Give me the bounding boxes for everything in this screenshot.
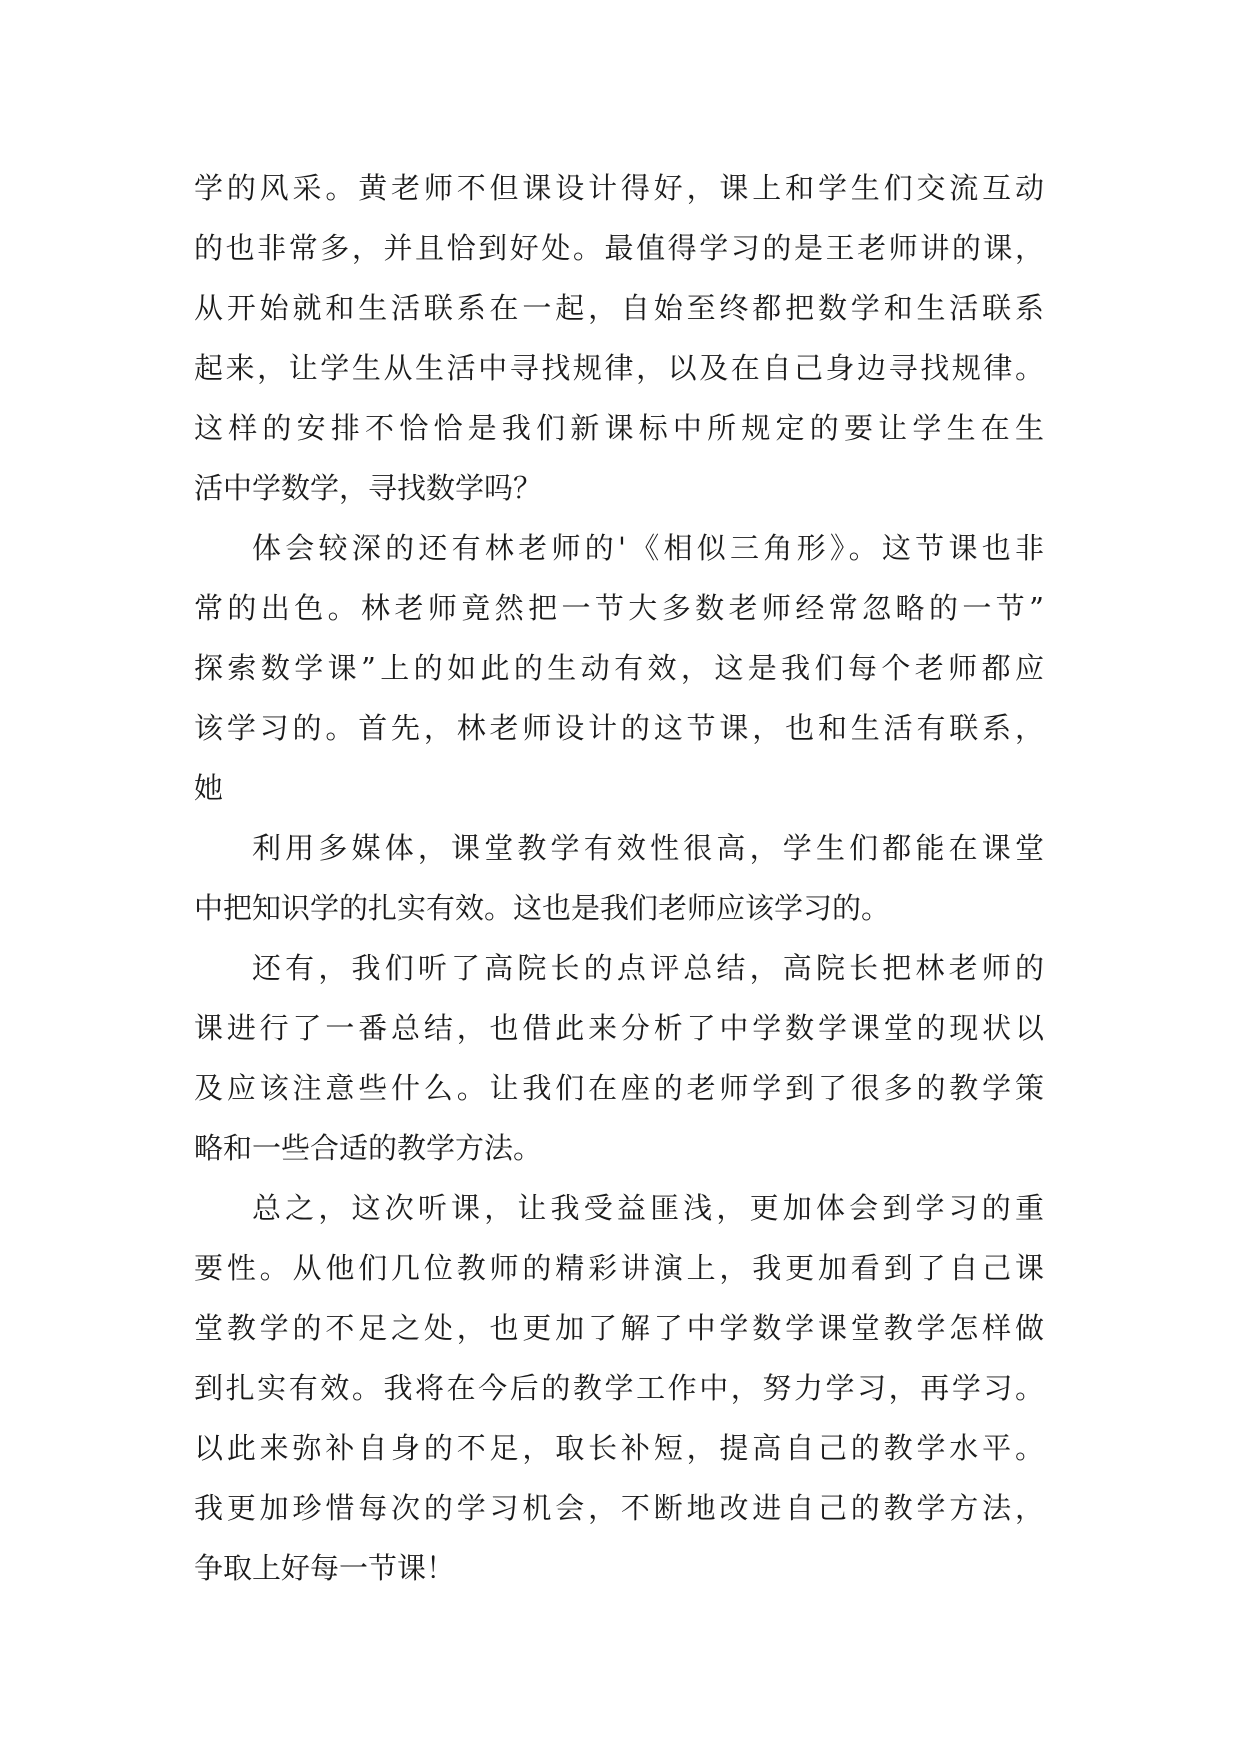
text-line: 还有，我们听了高院长的点评总结，高院长把林老师的	[252, 951, 1044, 985]
text-line: 起来，让学生从生活中寻找规律，以及在自己身边寻找规律。	[194, 351, 1044, 385]
document-body	[194, 158, 1074, 1598]
text-line: 的也非常多，并且恰到好处。最值得学习的是王老师讲的课，	[194, 231, 1044, 265]
text-line: 常的出色。林老师竟然把一节大多数老师经常忽略的一节”	[194, 591, 1044, 625]
text-line: 以此来弥补自身的不足，取长补短，提高自己的教学水平。	[194, 1431, 1044, 1465]
text-line: 中把知识学的扎实有效。这也是我们老师应该学习的。	[194, 891, 891, 925]
text-line: 利用多媒体，课堂教学有效性很高，学生们都能在课堂	[252, 831, 1044, 865]
text-line: 争取上好每一节课！	[194, 1551, 456, 1585]
text-line: 要性。从他们几位教师的精彩讲演上，我更加看到了自己课	[194, 1251, 1044, 1285]
text-line: 活中学数学，寻找数学吗？	[194, 471, 543, 505]
text-line: 总之，这次听课，让我受益匪浅，更加体会到学习的重	[252, 1191, 1044, 1225]
text-line: 堂教学的不足之处，也更加了解了中学数学课堂教学怎样做	[194, 1311, 1044, 1345]
text-line: 从开始就和生活联系在一起，自始至终都把数学和生活联系	[194, 291, 1044, 325]
text-line: 该学习的。首先，林老师设计的这节课，也和生活有联系，	[194, 711, 1044, 745]
text-line: 略和一些合适的教学方法。	[194, 1131, 543, 1165]
text-line: 探索数学课”上的如此的生动有效，这是我们每个老师都应	[194, 651, 1044, 685]
text-line: 课进行了一番总结，也借此来分析了中学数学课堂的现状以	[194, 1011, 1044, 1045]
text-line: 到扎实有效。我将在今后的教学工作中，努力学习，再学习。	[194, 1371, 1044, 1405]
text-line: 学的风采。黄老师不但课设计得好，课上和学生们交流互动	[194, 171, 1044, 205]
text-line: 这样的安排不恰恰是我们新课标中所规定的要让学生在生	[194, 411, 1044, 445]
text-line: 我更加珍惜每次的学习机会，不断地改进自己的教学方法，	[194, 1491, 1044, 1525]
text-line: 体会较深的还有林老师的'《相似三角形》。这节课也非	[252, 531, 1044, 565]
text-line: 她	[194, 771, 224, 805]
text-line: 及应该注意些什么。让我们在座的老师学到了很多的教学策	[194, 1071, 1044, 1105]
